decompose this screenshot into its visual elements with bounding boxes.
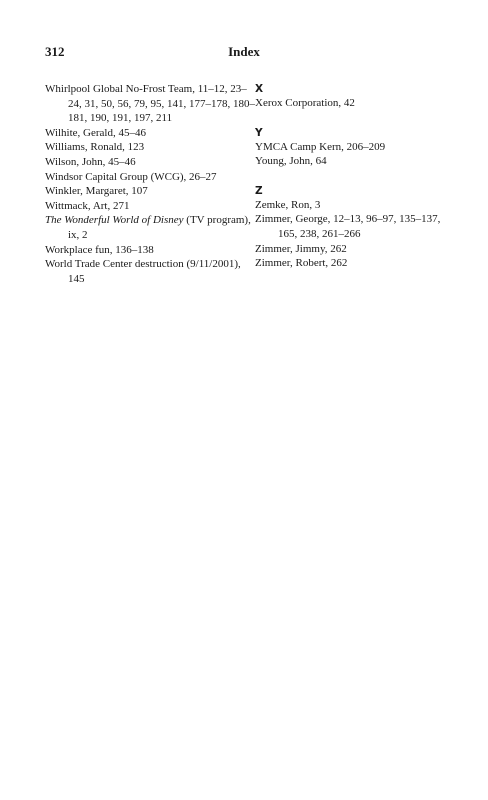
index-entry: Zemke, Ron, 3: [255, 198, 321, 211]
index-entry: Zimmer, George, 12–13, 96–97, 135–137, 165, 238, 261–266: [255, 213, 441, 240]
section-gap: [255, 169, 455, 184]
index-entry: Xerox Corporation, 42: [255, 97, 355, 109]
index-entry-title-italic: The Wonderful World of Disney: [45, 214, 184, 227]
index-entry: Wittmack, Art, 271: [45, 199, 130, 212]
index-entry: Zimmer, Jimmy, 262: [255, 242, 347, 255]
index-entry: Whirlpool Global No-Frost Team, 11–12, 23–24, 31, 50, 56, 79, 95, 141, 177–178, 180–181, 190, 191, 197, 211: [45, 83, 255, 125]
index-column-right: [255, 82, 455, 271]
index-entry: Young, John, 64: [255, 155, 327, 168]
running-head: Index: [228, 44, 260, 59]
index-entry: Windsor Capital Group (WCG), 26–27: [45, 170, 217, 183]
index-entry: Williams, Ronald, 123: [45, 141, 145, 154]
section-letter-x: X: [255, 83, 264, 95]
index-entry: Zimmer, Robert, 262: [255, 257, 348, 270]
section-gap: [255, 111, 455, 126]
index-entry: Wilhite, Gerald, 45–46: [45, 126, 146, 139]
index-column-left: [45, 82, 255, 286]
index-entry: Workplace fun, 136–138: [45, 243, 154, 256]
index-entry: YMCA Camp Kern, 206–209: [255, 140, 386, 153]
index-entry: Wilson, John, 45–46: [45, 155, 136, 168]
page-number: 312: [45, 44, 65, 59]
index-entry: World Trade Center destruction (9/11/2001), 145: [45, 258, 241, 285]
section-letter-z: Z: [255, 184, 263, 197]
section-letter-y: Y: [255, 126, 263, 139]
index-entry: Winkler, Margaret, 107: [45, 185, 148, 198]
index-entry: [45, 213, 255, 242]
index-entry-rest: (TV program), ix, 2: [68, 214, 251, 241]
